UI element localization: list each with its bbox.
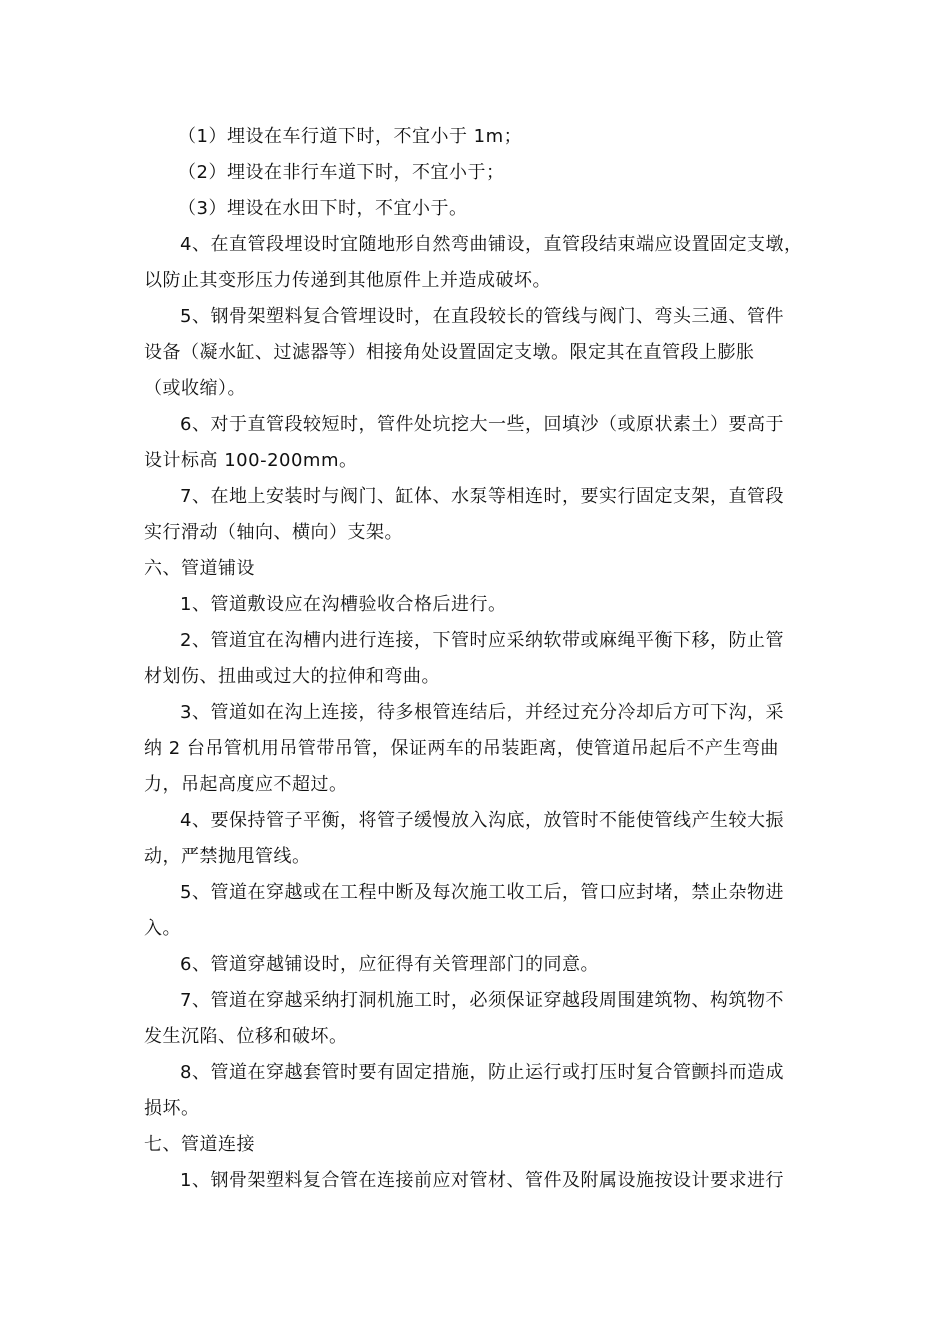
text-line: 实行滑动（轴向、横向）支架。 bbox=[144, 522, 403, 543]
text-line: 纳 2 台吊管机用吊管带吊管，保证两车的吊装距离，使管道吊起后不产生弯曲 bbox=[144, 738, 779, 759]
text-line: 4、在直管段埋设时宜随地形自然弯曲铺设，直管段结束端应设置固定支墩， bbox=[180, 234, 803, 255]
text-line: 8、管道在穿越套管时要有固定措施，防止运行或打压时复合管颤抖而造成 bbox=[180, 1062, 784, 1083]
text-line: 发生沉陷、位移和破坏。 bbox=[144, 1026, 348, 1047]
text-line: 设计标高 100-200mm。 bbox=[144, 450, 358, 471]
text-line: 2、管道宜在沟槽内进行连接，下管时应采纳软带或麻绳平衡下移，防止管 bbox=[180, 630, 784, 651]
text-line: 6、对于直管段较短时，管件处坑挖大一些，回填沙（或原状素土）要高于 bbox=[180, 414, 784, 435]
text-line: 入。 bbox=[144, 918, 181, 939]
text-line: （2）埋设在非行车道下时，不宜小于； bbox=[178, 162, 505, 183]
section-heading: 七、管道连接 bbox=[144, 1134, 255, 1155]
text-line: 7、管道在穿越采纳打洞机施工时，必须保证穿越段周围建筑物、构筑物不 bbox=[180, 990, 784, 1011]
text-line: 以防止其变形压力传递到其他原件上并造成破坏。 bbox=[144, 270, 551, 291]
text-line: 7、在地上安装时与阀门、缸体、水泵等相连时，要实行固定支架，直管段 bbox=[180, 486, 784, 507]
text-line: 5、钢骨架塑料复合管埋设时，在直段较长的管线与阀门、弯头三通、管件 bbox=[180, 306, 784, 327]
text-line: 6、管道穿越铺设时，应征得有关管理部门的同意。 bbox=[180, 954, 599, 975]
text-line: （1）埋设在车行道下时，不宜小于 1m； bbox=[178, 126, 523, 147]
text-line: 1、钢骨架塑料复合管在连接前应对管材、管件及附属设施按设计要求进行 bbox=[180, 1170, 784, 1191]
text-line: （3）埋设在水田下时，不宜小于。 bbox=[178, 198, 468, 219]
text-line: 5、管道在穿越或在工程中断及每次施工收工后，管口应封堵，禁止杂物进 bbox=[180, 882, 784, 903]
text-line: 1、管道敷设应在沟槽验收合格后进行。 bbox=[180, 594, 507, 615]
text-line: 力，吊起高度应不超过。 bbox=[144, 774, 348, 795]
section-heading: 六、管道铺设 bbox=[144, 558, 255, 579]
text-line: 3、管道如在沟上连接，待多根管连结后，并经过充分冷却后方可下沟，采 bbox=[180, 702, 784, 723]
text-line: 4、要保持管子平衡，将管子缓慢放入沟底，放管时不能使管线产生较大振 bbox=[180, 810, 784, 831]
text-line: （或收缩）。 bbox=[144, 378, 246, 399]
text-line: 动，严禁抛甩管线。 bbox=[144, 846, 311, 867]
text-line: 材划伤、扭曲或过大的拉伸和弯曲。 bbox=[144, 666, 440, 687]
text-line: 损坏。 bbox=[144, 1098, 200, 1119]
text-line: 设备（凝水缸、过滤器等）相接角处设置固定支墩。限定其在直管段上膨胀 bbox=[144, 342, 755, 363]
